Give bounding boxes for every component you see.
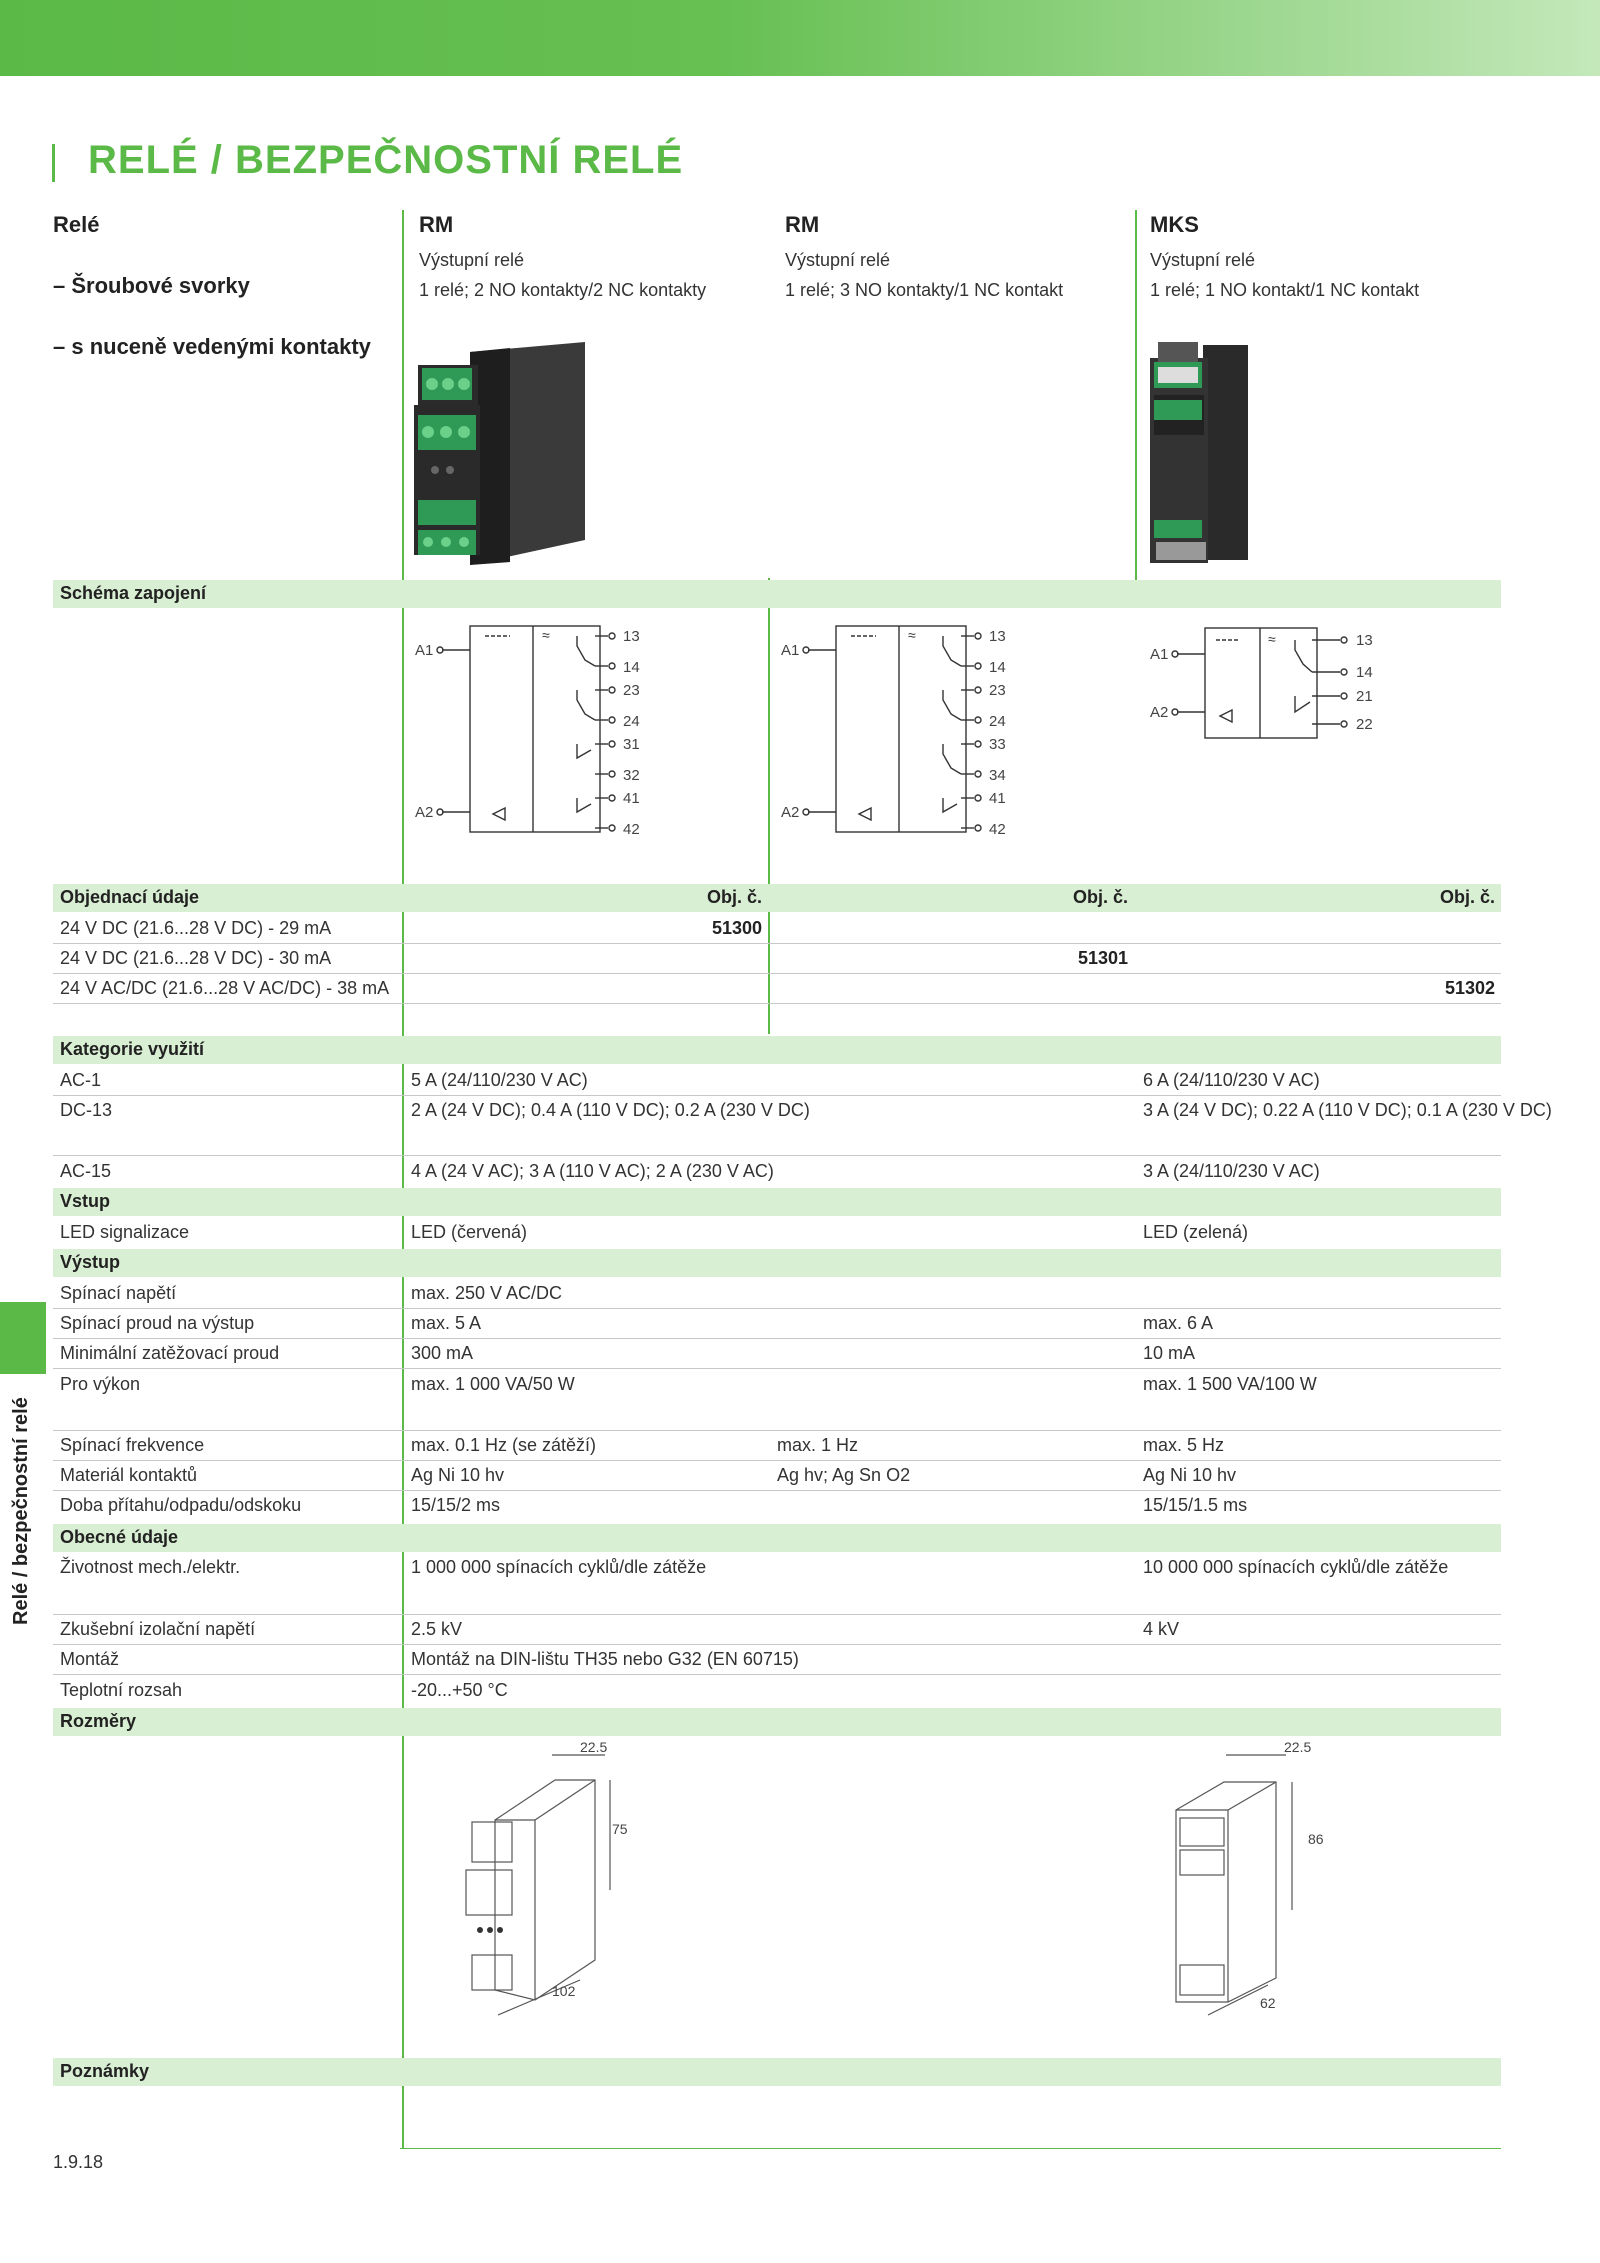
order-row-2-nr: 51301 xyxy=(1077,948,1128,968)
isol-mks: 4 kV xyxy=(1143,1619,1180,1639)
svg-text:≈: ≈ xyxy=(1268,631,1276,647)
row-divider xyxy=(53,1095,1501,1096)
power-rm: max. 1 000 VA/50 W xyxy=(411,1374,575,1394)
freq-rm1: max. 0.1 Hz (se zátěží) xyxy=(411,1435,597,1455)
section-notes xyxy=(53,2058,1501,2086)
section-schema xyxy=(53,580,1501,608)
material-rm1: Ag Ni 10 hv xyxy=(411,1465,505,1485)
dim-mks-depth: 62 xyxy=(1260,1995,1276,2011)
current-label: Spínací proud na výstup xyxy=(60,1313,255,1333)
material-label: Materiál kontaktů xyxy=(60,1465,198,1485)
left-header-line2: – Šroubové svorky xyxy=(53,273,250,298)
column-divider-2 xyxy=(768,578,770,1034)
order-row-2-label: 24 V DC (21.6...28 V DC) - 30 mA xyxy=(60,948,332,968)
times-label: Doba přítahu/odpadu/odskoku xyxy=(60,1495,302,1515)
dc13-label: DC-13 xyxy=(60,1100,113,1120)
led-label: LED signalizace xyxy=(60,1222,190,1242)
freq-rm2: max. 1 Hz xyxy=(777,1435,859,1455)
product-photo-rm xyxy=(410,340,590,570)
order-row-1-label: 24 V DC (21.6...28 V DC) - 29 mA xyxy=(60,918,332,938)
schem1-t24: 24 xyxy=(623,713,640,730)
section-input-label: Vstup xyxy=(60,1191,111,1211)
ac1-rm: 5 A (24/110/230 V AC) xyxy=(411,1070,588,1090)
power-label: Pro výkon xyxy=(60,1374,141,1394)
life-rm: 1 000 000 spínacích cyklů/dle zátěže xyxy=(411,1557,707,1577)
left-header-line3: – s nuceně vedenými kontakty xyxy=(53,334,371,359)
section-notes-label: Poznámky xyxy=(60,2061,150,2081)
current-mks: max. 6 A xyxy=(1143,1313,1214,1333)
section-dimensions xyxy=(53,1708,1501,1736)
dim-mks-height: 86 xyxy=(1308,1831,1324,1847)
schem3-t21: 21 xyxy=(1356,688,1373,705)
top-banner xyxy=(0,0,1600,76)
schem3-t14: 14 xyxy=(1356,664,1373,681)
side-tab xyxy=(0,1302,46,1374)
column-divider-1 xyxy=(402,210,404,2148)
schem2-t33: 33 xyxy=(989,736,1006,753)
title-accent xyxy=(52,144,55,182)
freq-label: Spínací frekvence xyxy=(60,1435,205,1455)
isol-rm: 2.5 kV xyxy=(411,1619,463,1639)
led-rm: LED (červená) xyxy=(411,1222,528,1242)
page-title: RELÉ / BEZPEČNOSTNÍ RELÉ xyxy=(88,138,684,182)
isol-label: Zkušební izolační napětí xyxy=(60,1619,256,1639)
column-divider-3 xyxy=(1135,210,1137,580)
schem1-t31: 31 xyxy=(623,736,640,753)
row-divider xyxy=(53,1614,1501,1615)
order-row-1-nr: 51300 xyxy=(711,918,762,938)
product-1-name: RM xyxy=(419,212,454,237)
dim-mks-width: 22.5 xyxy=(1284,1740,1312,1755)
dimension-drawing-mks xyxy=(1158,1740,1338,2020)
material-rm2: Ag hv; Ag Sn O2 xyxy=(777,1465,911,1485)
schem1-t42: 42 xyxy=(623,821,640,838)
row-divider xyxy=(53,1430,1501,1431)
voltage-label: Spínací napětí xyxy=(60,1283,177,1303)
schem2-t24: 24 xyxy=(989,713,1006,730)
schem1-t41: 41 xyxy=(623,790,640,807)
order-col-3: Obj. č. xyxy=(1439,887,1495,907)
schem2-t41: 41 xyxy=(989,790,1006,807)
product-photo-mks xyxy=(1148,340,1258,565)
svg-text:≈: ≈ xyxy=(908,627,916,643)
side-label: Relé / bezpečnostní relé xyxy=(10,1397,32,1625)
power-mks: max. 1 500 VA/100 W xyxy=(1143,1374,1317,1394)
schematic-2 xyxy=(781,618,1021,843)
section-output-label: Výstup xyxy=(60,1252,121,1272)
left-header-line1: Relé xyxy=(53,212,100,237)
section-category xyxy=(53,1036,1501,1064)
row-divider xyxy=(53,1460,1501,1461)
ac1-mks: 6 A (24/110/230 V AC) xyxy=(1143,1070,1320,1090)
section-category-label: Kategorie využití xyxy=(60,1039,205,1059)
order-row-3-nr: 51302 xyxy=(1444,978,1495,998)
row-divider xyxy=(53,1155,1501,1156)
row-divider xyxy=(53,943,1501,944)
schem1-t14: 14 xyxy=(623,659,640,676)
schem3-a2: A2 xyxy=(1150,704,1169,721)
schem2-t34: 34 xyxy=(989,767,1006,784)
row-divider xyxy=(53,1644,1501,1645)
times-mks: 15/15/1.5 ms xyxy=(1143,1495,1248,1515)
ac15-mks: 3 A (24/110/230 V AC) xyxy=(1143,1161,1320,1181)
schem1-t23: 23 xyxy=(623,682,640,699)
schem2-t14: 14 xyxy=(989,659,1006,676)
row-divider xyxy=(53,973,1501,974)
ac15-rm: 4 A (24 V AC); 3 A (110 V AC); 2 A (230 V AC) xyxy=(411,1161,774,1181)
order-col-2: Obj. č. xyxy=(1072,887,1128,907)
schem3-t22: 22 xyxy=(1356,716,1373,733)
mount-value: Montáž na DIN-lištu TH35 nebo G32 (EN 60715) xyxy=(411,1649,799,1669)
section-general xyxy=(53,1524,1501,1552)
order-col-1: Obj. č. xyxy=(706,887,762,907)
section-dimensions-label: Rozměry xyxy=(60,1711,137,1731)
schem1-t13: 13 xyxy=(623,628,640,645)
schem2-t42: 42 xyxy=(989,821,1006,838)
product-1-type: Výstupní relé xyxy=(419,250,525,270)
row-divider xyxy=(53,1674,1501,1675)
times-rm: 15/15/2 ms xyxy=(411,1495,501,1515)
schematic-3 xyxy=(1150,620,1390,745)
row-divider xyxy=(53,1490,1501,1491)
led-mks: LED (zelená) xyxy=(1143,1222,1249,1242)
temp-label: Teplotní rozsah xyxy=(60,1680,183,1700)
section-schema-label: Schéma zapojení xyxy=(60,583,207,603)
bottom-rule xyxy=(400,2148,1501,2149)
product-2-name: RM xyxy=(785,212,820,237)
schem3-t13: 13 xyxy=(1356,632,1373,649)
section-order xyxy=(53,884,1501,912)
dc13-rm: 2 A (24 V DC); 0.4 A (110 V DC); 0.2 A (230 V DC) xyxy=(411,1100,810,1120)
section-output xyxy=(53,1249,1501,1277)
mount-label: Montáž xyxy=(60,1649,120,1669)
section-input xyxy=(53,1188,1501,1216)
row-divider xyxy=(53,1308,1501,1309)
schem2-t23: 23 xyxy=(989,682,1006,699)
product-2-desc: 1 relé; 3 NO kontakty/1 NC kontakt xyxy=(785,280,1064,300)
mincur-rm: 300 mA xyxy=(411,1343,474,1363)
schem1-a2: A2 xyxy=(415,804,434,821)
schem2-a2: A2 xyxy=(781,804,800,821)
product-2-type: Výstupní relé xyxy=(785,250,891,270)
ac1-label: AC-1 xyxy=(60,1070,102,1090)
temp-value: -20...+50 °C xyxy=(411,1680,508,1700)
schem2-t13: 13 xyxy=(989,628,1006,645)
section-order-label: Objednací údaje xyxy=(60,887,200,907)
dim-rm-depth: 102 xyxy=(552,1983,576,1999)
life-label: Životnost mech./elektr. xyxy=(60,1557,241,1577)
life-mks: 10 000 000 spínacích cyklů/dle zátěže xyxy=(1143,1557,1449,1577)
schem1-a1: A1 xyxy=(415,642,434,659)
row-divider xyxy=(53,1003,1501,1004)
voltage-value: max. 250 V AC/DC xyxy=(411,1283,563,1303)
section-general-label: Obecné údaje xyxy=(60,1527,179,1547)
schem3-a1: A1 xyxy=(1150,646,1169,663)
schem2-a1: A1 xyxy=(781,642,800,659)
material-mks: Ag Ni 10 hv xyxy=(1143,1465,1237,1485)
dim-rm-width: 22.5 xyxy=(580,1740,608,1755)
row-divider xyxy=(53,1368,1501,1369)
product-3-type: Výstupní relé xyxy=(1150,250,1256,270)
mincur-mks: 10 mA xyxy=(1143,1343,1196,1363)
row-divider xyxy=(53,1338,1501,1339)
schem1-t32: 32 xyxy=(623,767,640,784)
dimension-drawing-rm xyxy=(460,1740,640,2020)
mincur-label: Minimální zatěžovací proud xyxy=(60,1343,280,1363)
product-3-name: MKS xyxy=(1150,212,1199,237)
svg-text:≈: ≈ xyxy=(542,627,550,643)
product-3-desc: 1 relé; 1 NO kontakt/1 NC kontakt xyxy=(1150,280,1420,300)
schematic-1 xyxy=(415,618,655,843)
page-number: 1.9.18 xyxy=(53,2152,104,2172)
current-rm: max. 5 A xyxy=(411,1313,482,1333)
product-1-desc: 1 relé; 2 NO kontakty/2 NC kontakty xyxy=(419,280,707,300)
ac15-label: AC-15 xyxy=(60,1161,112,1181)
dc13-mks: 3 A (24 V DC); 0.22 A (110 V DC); 0.1 A (230 V DC) xyxy=(1143,1100,1552,1120)
freq-mks: max. 5 Hz xyxy=(1143,1435,1225,1455)
dim-rm-height: 75 xyxy=(612,1821,628,1837)
order-row-3-label: 24 V AC/DC (21.6...28 V AC/DC) - 38 mA xyxy=(60,978,390,998)
